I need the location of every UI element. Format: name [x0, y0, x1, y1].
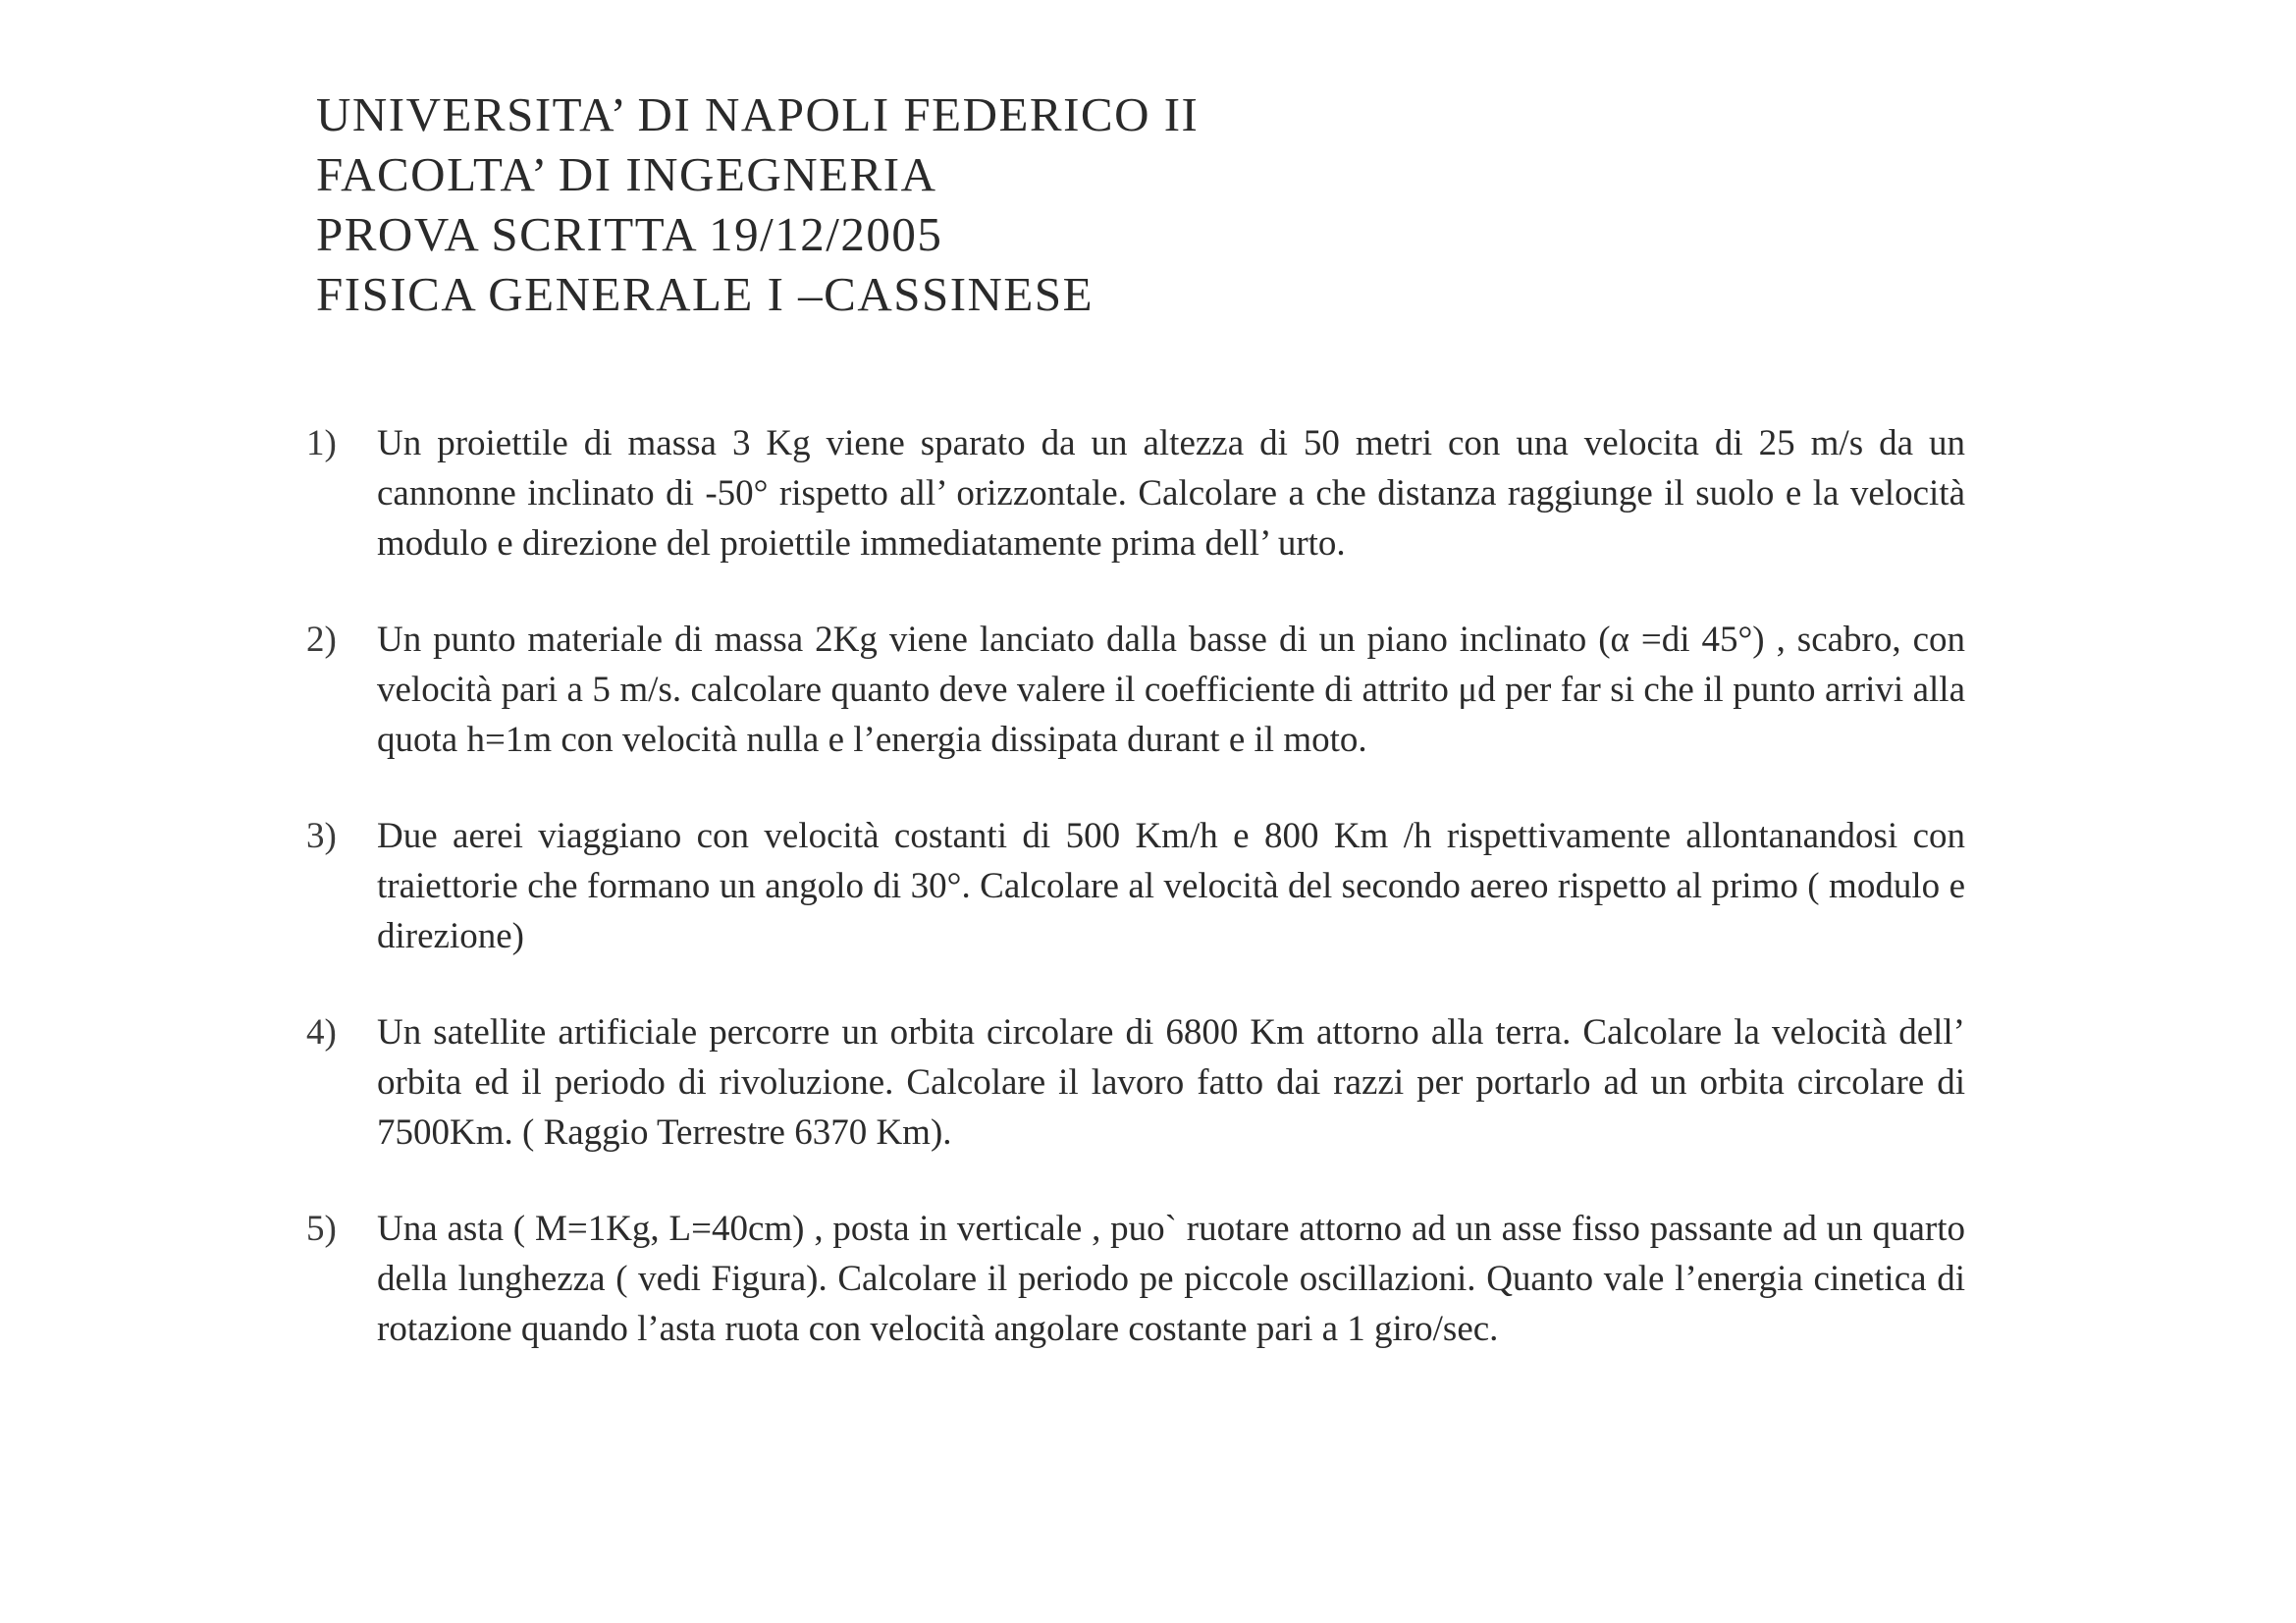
question-text: Un proiettile di massa 3 Kg viene sparato da un altezza di 50 metri con una velocita di 25 m/s da un cannonne inclinato di -50° rispetto all’ orizzontale. Calcolare a che distanza raggiunge il suolo e la velocità modulo e direzione del proiettile immediatamente prima dell’ urto.: [377, 423, 1965, 564]
question-4: [306, 1007, 1965, 1158]
question-5: [306, 1204, 1965, 1354]
question-text: Un satellite artificiale percorre un orbita circolare di 6800 Km attorno alla terra. Calcolare la velocità dell’ orbita ed il periodo di rivoluzione. Calcolare il lavoro fatto dai razzi per portarlo ad un orbita circolare di 7500Km. ( Raggio Terrestre 6370 Km).: [377, 1012, 1965, 1153]
question-number: 1): [306, 423, 337, 463]
exam-header: [316, 84, 1396, 324]
question-text: Una asta ( M=1Kg, L=40cm) , posta in verticale , puo` ruotare attorno ad un asse fisso passante ad un quarto della lunghezza ( vedi Figura). Calcolare il periodo pe piccole oscillazioni. Quanto vale l’energia cinetica di rotazione quando l’asta ruota con velocità angolare costante pari a 1 giro/sec.: [377, 1209, 1965, 1349]
university-name: UNIVERSITA’ DI NAPOLI FEDERICO II: [316, 87, 1200, 141]
question-text: Un punto materiale di massa 2Kg viene lanciato dalla basse di un piano inclinato (α =di 45°) , scabro, con velocità pari a 5 m/s. calcolare quanto deve valere il coefficiente di attrito μd per far si che il punto arrivi alla quota h=1m con velocità nulla e l’energia dissipata durant e il moto.: [377, 620, 1965, 760]
faculty-name: FACOLTA’ DI INGEGNERIA: [316, 147, 937, 201]
question-text: Due aerei viaggiano con velocità costanti di 500 Km/h e 800 Km /h rispettivamente allontanandosi con traiettorie che formano un angolo di 30°. Calcolare al velocità del secondo aereo rispetto al primo ( modulo e direzione): [377, 816, 1965, 956]
question-number: 3): [306, 816, 337, 856]
question-2: [306, 615, 1965, 765]
question-1: [306, 418, 1965, 568]
question-3: [306, 811, 1965, 961]
question-number: 4): [306, 1012, 337, 1053]
question-number: 5): [306, 1209, 337, 1249]
exam-date: PROVA SCRITTA 19/12/2005: [316, 207, 943, 261]
question-list: [306, 418, 1965, 1400]
course-name: FISICA GENERALE I –CASSINESE: [316, 267, 1095, 321]
question-number: 2): [306, 620, 337, 660]
